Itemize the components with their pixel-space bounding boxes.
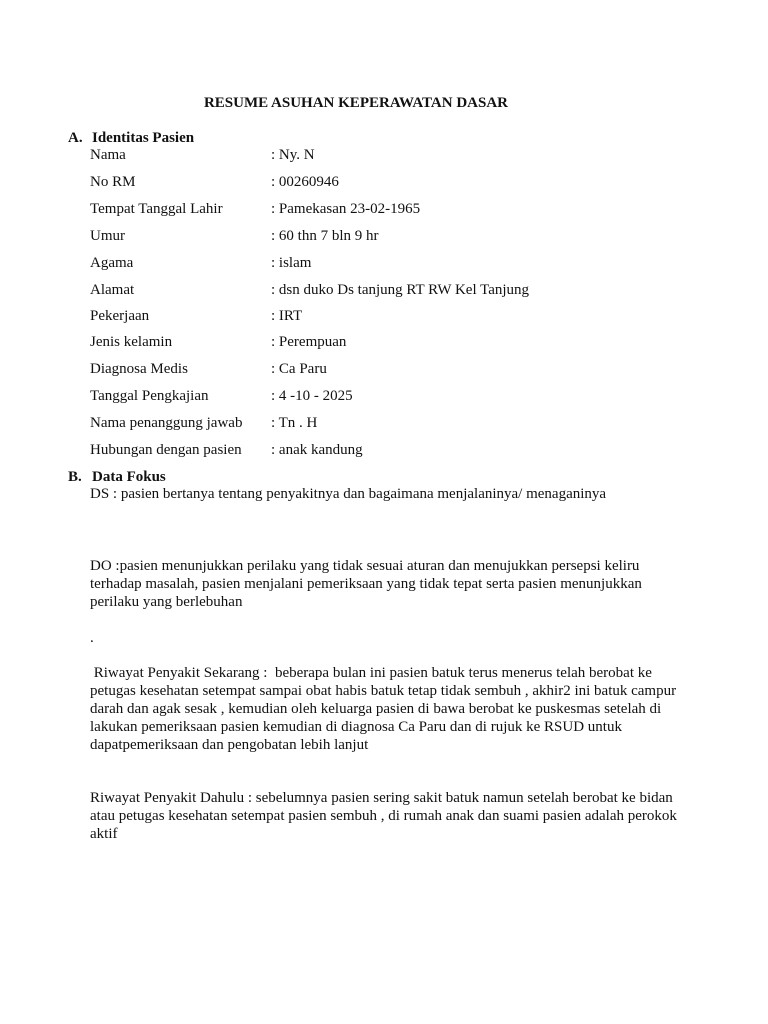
identity-label: Diagnosa Medis <box>90 361 188 377</box>
identity-value: : 00260946 <box>271 174 339 190</box>
identity-value: : 4 -10 - 2025 <box>271 388 353 404</box>
identity-label: No RM <box>90 174 136 190</box>
identity-row-ttl <box>90 199 730 219</box>
data-subjektif: DS : pasien bertanya tentang penyakitnya dan bagaimana menjalaninya/ menaganinya <box>90 486 607 502</box>
section-b-title: Data Fokus <box>92 469 166 485</box>
section-b-marker: B. <box>68 469 82 485</box>
identity-row-penanggung-jawab <box>90 413 730 433</box>
identity-label: Hubungan dengan pasien <box>90 442 242 458</box>
identity-row-nama <box>90 145 730 165</box>
identity-row-umur <box>90 226 730 246</box>
identity-value: : 60 thn 7 bln 9 hr <box>271 228 379 244</box>
identity-label: Pekerjaan <box>90 308 150 324</box>
identity-value: : Pamekasan 23-02-1965 <box>271 201 421 217</box>
identity-label: Tempat Tanggal Lahir <box>90 201 223 217</box>
section-b-heading <box>68 467 166 487</box>
identity-label: Umur <box>90 228 125 244</box>
identity-label: Agama <box>90 255 134 271</box>
identity-label: Alamat <box>90 282 135 298</box>
identity-row-agama <box>90 253 730 273</box>
identity-value: : IRT <box>271 308 303 324</box>
identity-row-jenis-kelamin <box>90 332 730 352</box>
identity-value: : Ca Paru <box>271 361 327 377</box>
identity-value: : islam <box>271 255 312 271</box>
section-a-title: Identitas Pasien <box>92 130 195 146</box>
riwayat-penyakit-dahulu: Riwayat Penyakit Dahulu : sebelumnya pasien sering sakit batuk namun setelah berobat ke bidan atau petugas kesehatan setempat pasien sembuh , di rumah anak dan suami pasien adalah perokok aktif <box>90 790 677 842</box>
identity-row-no-rm <box>90 172 730 192</box>
identity-value: : dsn duko Ds tanjung RT RW Kel Tanjung <box>271 282 530 298</box>
identity-value: : Tn . H <box>271 415 318 431</box>
identity-label: Nama penanggung jawab <box>90 415 243 431</box>
document-title: RESUME ASUHAN KEPERAWATAN DASAR <box>203 95 509 111</box>
identity-label: Nama <box>90 147 126 163</box>
identity-row-alamat <box>90 280 730 300</box>
identity-value: : Ny. N <box>271 147 315 163</box>
identity-value: : anak kandung <box>271 442 363 458</box>
section-a-marker: A. <box>68 130 83 146</box>
data-objektif: DO :pasien menunjukkan perilaku yang tidak sesuai aturan dan menujukkan persepsi keliru terhadap masalah, pasien menjalani pemeriksaan yang tidak tepat serta pasien menunjukkan perilaku yang berlebuhan <box>90 558 642 610</box>
identity-label: Jenis kelamin <box>90 334 173 350</box>
separator-dot: . <box>90 630 94 646</box>
riwayat-penyakit-sekarang: Riwayat Penyakit Sekarang : beberapa bulan ini pasien batuk terus menerus telah berobat ke petugas kesehatan setempat sampai obat habis batuk tetap tidak sembuh , akhir2 ini batuk campur darah dan agak sesak , kemudian oleh keluarga pasien di bawa berobat ke puskesmas setelah di lakukan pemeriksaan pasien kemudian di diagnosa Ca Paru dan di rujuk ke RSUD untuk dapatpemeriksaan dan pengobatan lebih lanjut <box>90 665 680 753</box>
identity-row-pekerjaan <box>90 306 730 326</box>
identity-row-diagnosa <box>90 359 730 379</box>
identity-row-hubungan <box>90 440 730 460</box>
identity-row-tanggal-pengkajian <box>90 386 730 406</box>
identity-value: : Perempuan <box>271 334 347 350</box>
identity-label: Tanggal Pengkajian <box>90 388 209 404</box>
